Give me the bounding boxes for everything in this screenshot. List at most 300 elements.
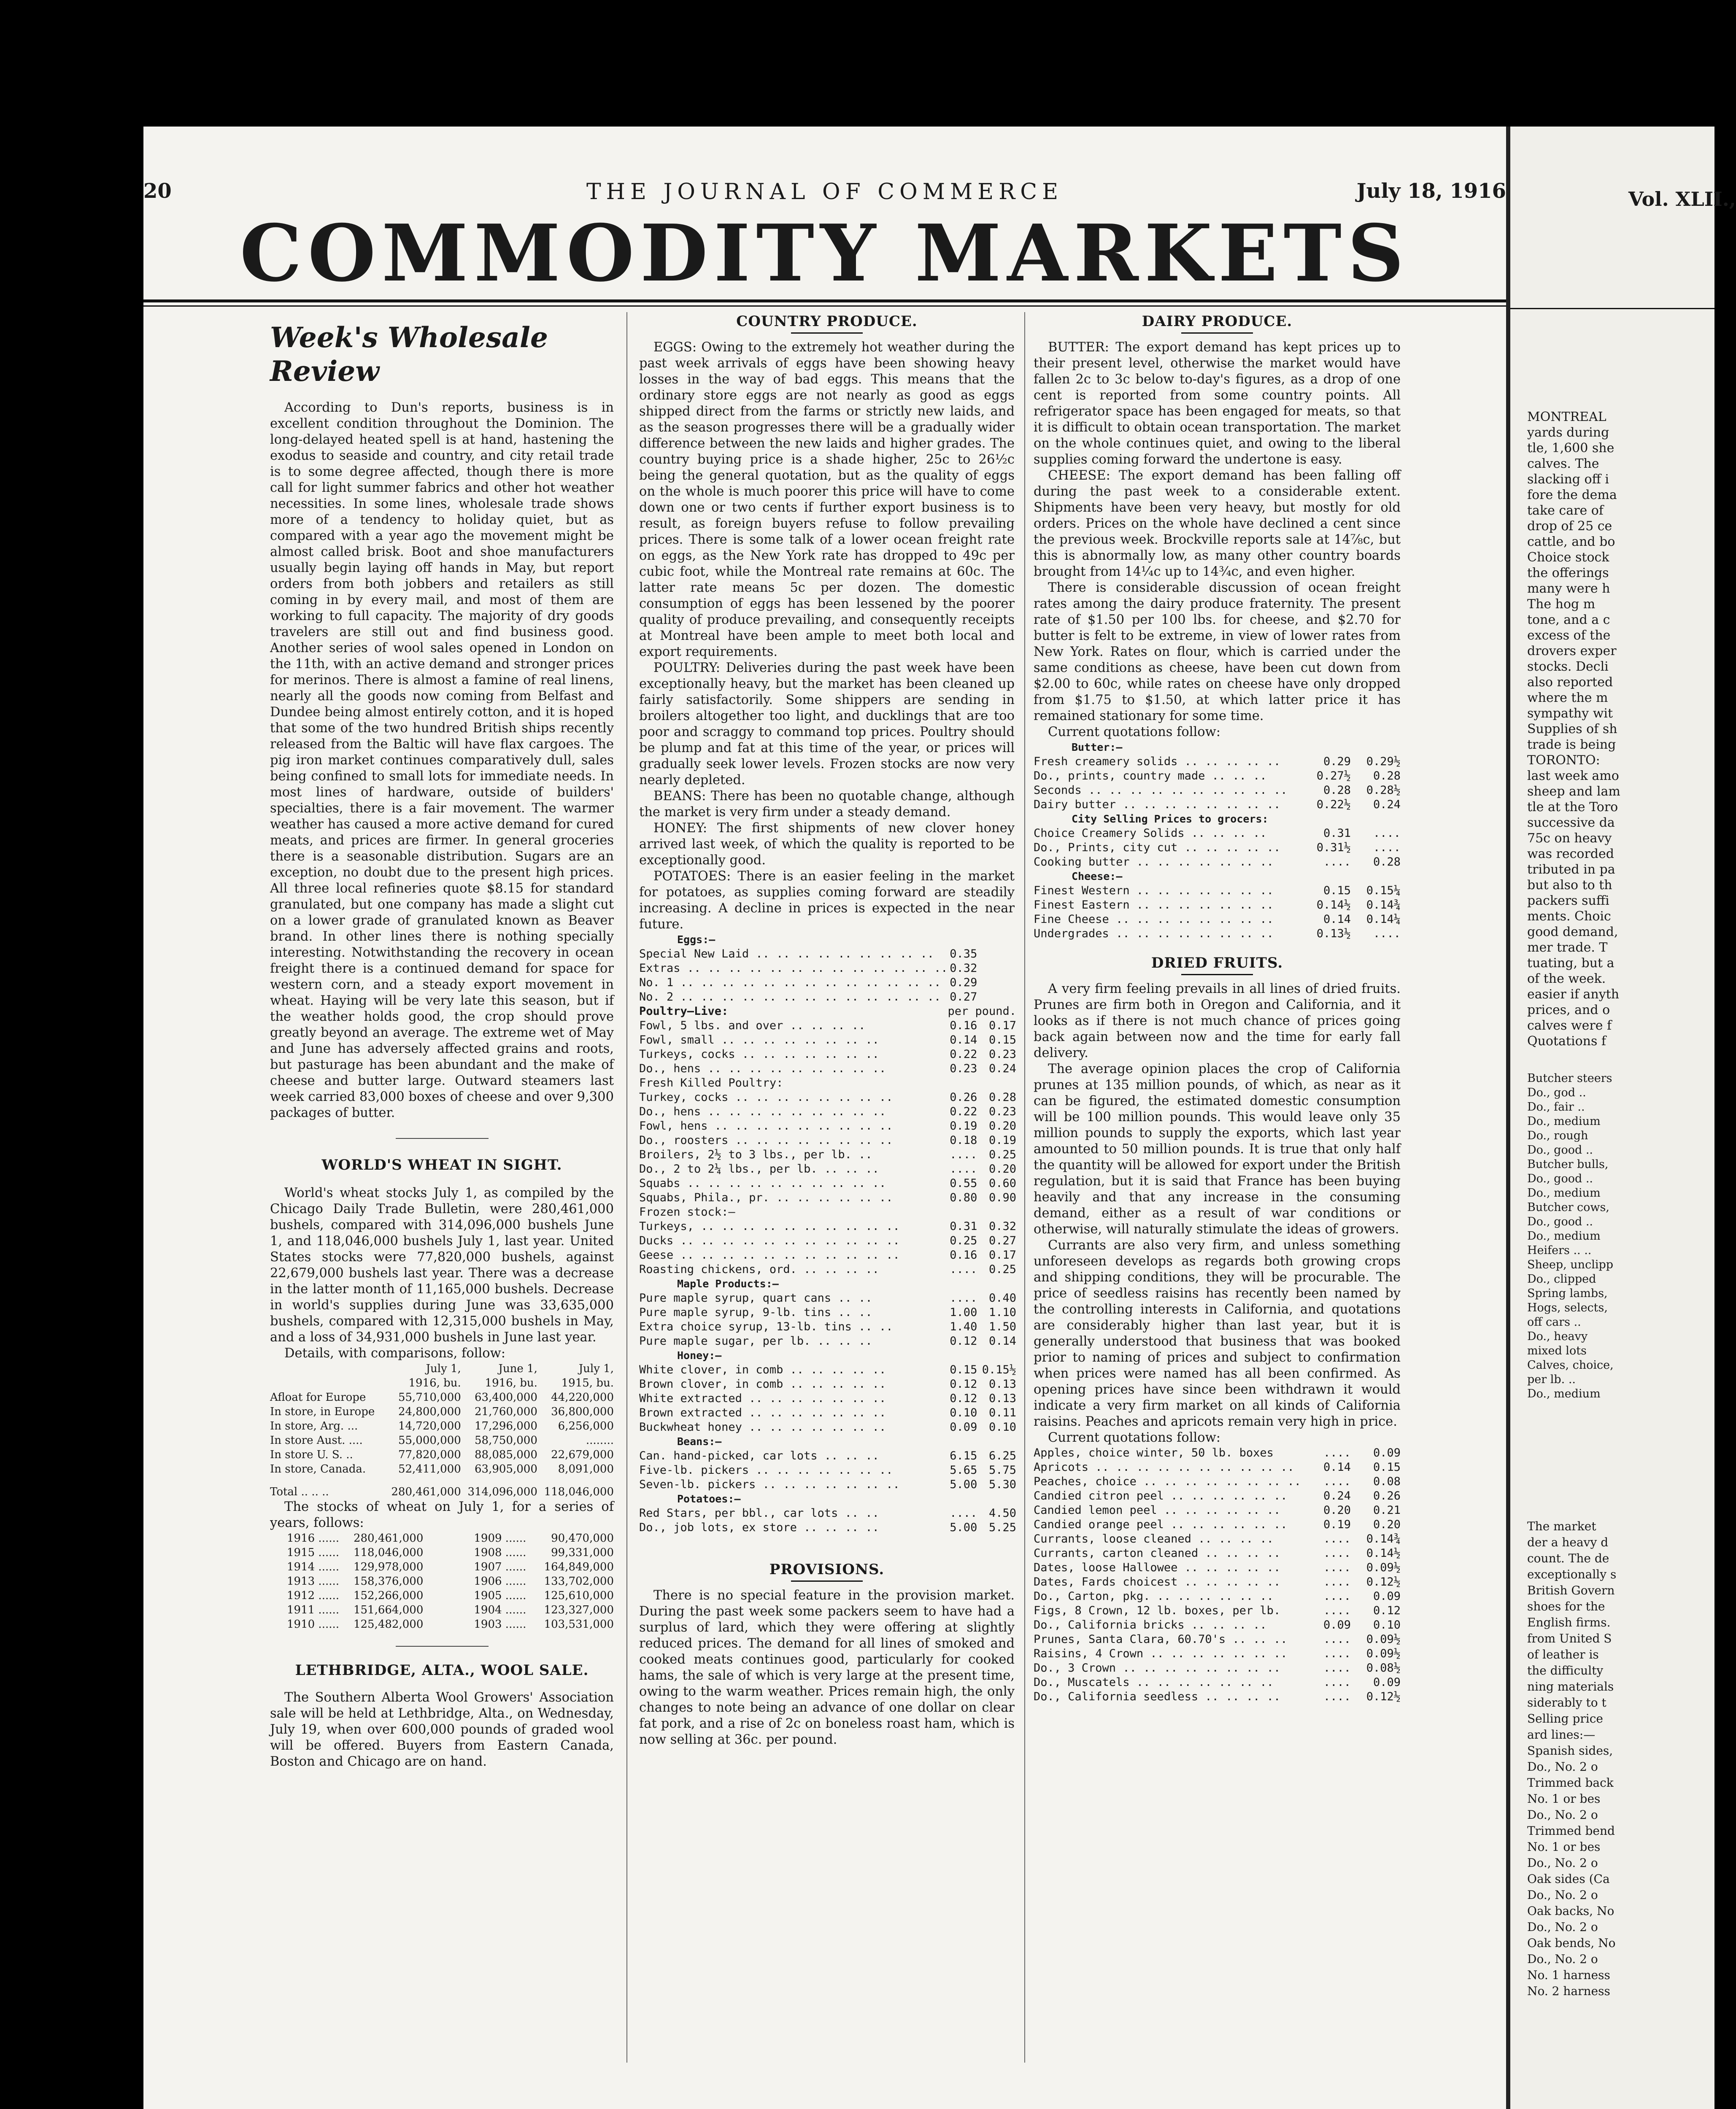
quote-high: 0.14¼ — [1366, 913, 1401, 926]
fragment-line: ments. Choic — [1527, 909, 1611, 924]
quote-high: 0.23 — [989, 1048, 1017, 1061]
quote-row — [639, 1076, 1016, 1090]
quote-high: 0.09½ — [1366, 1633, 1401, 1646]
quote-low: 0.24 — [1323, 1489, 1351, 1502]
quote-row — [639, 1105, 1016, 1119]
potatoes-text: POTATOES: There is an easier feeling in the market for potatoes, as supplies coming forward are steadily increasing. A decline in prices is expected in the near future. — [639, 869, 1015, 932]
quote-label: Do., prints, country made .. .. .. — [1034, 769, 1267, 782]
quote-label: Choice Creamery Solids .. .. .. .. — [1034, 827, 1267, 840]
quote-label: Do., California bricks .. .. .. .. — [1034, 1618, 1267, 1632]
table-cell: 90,470,000 — [551, 1532, 614, 1545]
quote-row — [1034, 855, 1401, 869]
quote-high: 0.15 — [1373, 1461, 1401, 1474]
fragment-line: many were h — [1527, 581, 1610, 596]
quote-row — [639, 1392, 1016, 1406]
next-page-rule — [1510, 308, 1714, 309]
quote-high: 0.08 — [1373, 1475, 1401, 1488]
quote-label: Ducks .. .. .. .. .. .. .. .. .. .. .. — [639, 1234, 900, 1247]
quote-high: 0.09 — [1373, 1676, 1401, 1689]
fragment-line: Spring lambs, — [1527, 1287, 1608, 1300]
quote-row — [639, 976, 1016, 990]
quote-label: Raisins, 4 Crown .. .. .. .. .. .. .. — [1034, 1647, 1288, 1660]
quote-low: 0.15 — [1323, 884, 1351, 897]
fragment-line: No. 2 harness — [1527, 1984, 1610, 1998]
fragment-line: Do., fair .. — [1527, 1100, 1585, 1114]
fragment-line: take care of — [1527, 503, 1604, 518]
fragment-line: Do., medium — [1527, 1115, 1601, 1128]
table-row — [270, 1588, 614, 1603]
fragment-line: sympathy wit — [1527, 706, 1613, 721]
fragment-line: packers suffi — [1527, 893, 1609, 908]
quote-low: .... — [950, 1263, 977, 1276]
quote-high: 0.40 — [989, 1292, 1017, 1305]
quote-label: Fowl, small .. .. .. .. .. .. .. .. — [639, 1033, 879, 1046]
quote-high — [977, 990, 1016, 1004]
quote-high: 0.10 — [989, 1421, 1017, 1434]
quote-row — [639, 1047, 1016, 1062]
column-rule — [626, 312, 627, 2063]
quote-high: .... — [1373, 827, 1401, 840]
quote-label: Finest Eastern .. .. .. .. .. .. .. — [1034, 898, 1274, 912]
quote-label: Brown extracted .. .. .. .. .. .. .. — [639, 1406, 886, 1419]
fragment-line: Sheep, unclipp — [1527, 1258, 1614, 1271]
table-cell: 88,085,000 — [475, 1448, 537, 1461]
quote-label: Figs, 8 Crown, 12 lb. boxes, per lb. — [1034, 1604, 1281, 1617]
quote-low: .... — [950, 1507, 977, 1520]
table-cell: 1916, bu. — [485, 1377, 537, 1389]
quote-high: 6.25 — [989, 1449, 1017, 1462]
quote-low: 1.00 — [950, 1306, 977, 1319]
table-cell: 1908 ...... — [474, 1546, 526, 1559]
quote-row — [639, 990, 1016, 1004]
cheese-text: CHEESE: The export demand has been falling off during the past week to a considerable extent. Shipments have been very heavy, but mostly for old orders. Prices on the whole have declined a cent since the previous week. Brockville reports sale at 14⅞c, but this is abnormally low, as many other country boards brought from 14¼c up to 14¾c, and even higher. — [1034, 468, 1401, 579]
quote-label: White clover, in comb .. .. .. .. .. — [639, 1363, 886, 1376]
dried-text-2: The average opinion places the crop of California prunes at 135 million pounds, of which, as near as it can be figured, the estimated domestic consumption will be 100 million pounds. This would leave only 35 million pounds to supply the exports, which last year amounted to 50 million pounds. It is true that only half the quantity will be allowed for export under the British regulation, but it is said that France has been buying heavily and that any increase in the consuming demand, either as a result of war conditions or otherwise, will naturally stimulate the ideas of growers. — [1034, 1062, 1401, 1237]
quote-low: 0.09 — [1323, 1618, 1351, 1632]
quote-low: .... — [1323, 1547, 1351, 1560]
quote-row — [639, 1219, 1016, 1234]
table-cell: 118,046,000 — [544, 1486, 614, 1498]
quote-low: 0.09 — [950, 1421, 977, 1434]
table-cell: 1909 ...... — [474, 1532, 526, 1545]
quote-row — [639, 1205, 1016, 1219]
fragment-line: ard lines:— — [1527, 1728, 1596, 1742]
title-underline — [791, 1580, 863, 1582]
quote-subheading: Eggs:— — [677, 933, 715, 946]
quote-low: 0.14 — [950, 1033, 977, 1046]
table-cell: 280,461,000 — [353, 1532, 424, 1545]
beans-text: BEANS: There has been no quotable change, although the market is very firm under a steady demand. — [639, 789, 1015, 820]
table-cell: 280,461,000 — [391, 1486, 461, 1498]
quote-low: 5.65 — [950, 1464, 977, 1477]
fragment-line: drovers exper — [1527, 644, 1617, 658]
table-cell: 103,531,000 — [544, 1618, 614, 1631]
quote-label: Special New Laid .. .. .. .. .. .. .. .. .. — [639, 947, 934, 960]
quote-label: Extras .. .. .. .. .. .. .. .. .. .. .. .. .. — [639, 962, 948, 975]
quote-subheading: Cheese:— — [1072, 870, 1123, 882]
quote-row — [639, 1162, 1016, 1176]
fragment-line: successive da — [1527, 815, 1615, 830]
table-cell: 1903 ...... — [474, 1618, 526, 1631]
quote-low: 0.27½ — [1316, 769, 1351, 782]
butter-text: BUTTER: The export demand has kept prices up to their present level, otherwise the market would have fallen 2c to 3c below to-day's figures, as a drop of one cent is reported from some country points. All refrigerator space has been engaged for meats, so that it is difficult to obtain ocean transportation. The market on the whole continues quiet, and owing to the liberal supplies coming forward the undertone is easy. — [1034, 340, 1401, 467]
fragment-line: Trimmed back — [1527, 1776, 1614, 1790]
provisions-text: There is no special feature in the provision market. During the past week some packers seem to have had a surplus of lard, which they were offering at slightly reduced prices. The demand for all lines of smoked and cooked meats continues good, particularly for cooked hams, the sale of which is very large at the present time, owing to the warm weather. Prices remain high, the only changes to note being an advance of one dollar on clear fat pork, and a rise of 2c on boneless roast ham, which is now selling at 36c. per pound. — [639, 1588, 1015, 1747]
quote-row — [1034, 927, 1401, 941]
quote-low: 0.16 — [950, 1249, 977, 1262]
wheat-table — [270, 1362, 614, 1499]
separator — [396, 1646, 489, 1647]
quote-label: Candied orange peel .. .. .. .. .. .. — [1034, 1518, 1288, 1531]
quote-low: 0.22½ — [1316, 798, 1351, 811]
table-row — [270, 1617, 614, 1632]
quote-low: 0.12 — [950, 1392, 977, 1405]
quote-high: 0.10 — [1373, 1618, 1401, 1632]
quote-high: 0.09 — [1373, 1590, 1401, 1603]
fragment-line: Hogs, selects, — [1527, 1301, 1608, 1314]
quote-label: Candied lemon peel .. .. .. .. .. .. — [1034, 1504, 1281, 1517]
quote-high: 0.24 — [989, 1062, 1017, 1075]
separator — [396, 1138, 489, 1139]
quote-high: 0.28 — [989, 1091, 1017, 1104]
quote-label: Fowl, hens .. .. .. .. .. .. .. .. .. — [639, 1119, 893, 1133]
fragment-line: Do., No. 2 o — [1527, 1920, 1598, 1934]
quote-high: 0.08½ — [1366, 1661, 1401, 1675]
quote-high — [977, 947, 1016, 961]
quote-label: Do., hens .. .. .. .. .. .. .. .. .. — [639, 1062, 886, 1075]
table-cell: 52,411,000 — [398, 1463, 461, 1475]
quote-label: Peaches, choice .. .. .. .. .. .. .. .. — [1034, 1475, 1301, 1488]
quote-row — [639, 1133, 1016, 1148]
quote-label: Fine Cheese .. .. .. .. .. .. .. .. — [1034, 913, 1274, 926]
fragment-line: but also to th — [1527, 878, 1612, 893]
fragment-line: per lb. .. — [1527, 1373, 1576, 1386]
fragment-line: ning materials — [1527, 1680, 1614, 1694]
fragment-line: der a heavy d — [1527, 1535, 1609, 1549]
quote-high: 0.25 — [989, 1263, 1017, 1276]
quote-row — [1034, 1503, 1401, 1518]
quote-row — [639, 961, 1016, 976]
table-row — [270, 1448, 614, 1462]
fragment-line: yards during — [1527, 425, 1609, 440]
quote-label: Prunes, Santa Clara, 60.70's .. .. .. — [1034, 1633, 1288, 1646]
table-row — [270, 1462, 614, 1476]
quote-label: Turkey, cocks .. .. .. .. .. .. .. .. — [639, 1091, 893, 1104]
quote-subheading: Maple Products:— — [677, 1278, 779, 1290]
fragment-line: Selling price — [1527, 1712, 1603, 1726]
table-cell: 63,400,000 — [475, 1391, 537, 1404]
page-header — [143, 179, 1506, 209]
quote-low: .... — [1323, 1446, 1351, 1459]
table-cell: 123,327,000 — [544, 1604, 614, 1616]
table-cell: 58,750,000 — [475, 1434, 537, 1447]
fragment-line: cattle, and bo — [1527, 534, 1615, 549]
quote-high — [977, 961, 1016, 976]
table-cell: In store, Canada. — [270, 1463, 366, 1475]
table-cell: 151,664,000 — [353, 1604, 424, 1616]
fragment-line: Spanish sides, — [1527, 1744, 1613, 1758]
quote-row — [639, 1406, 1016, 1420]
quote-high: 0.15¼ — [1366, 884, 1401, 897]
quote-label: Do., roosters .. .. .. .. .. .. .. .. — [639, 1134, 893, 1147]
fragment-line: Do., medium — [1527, 1230, 1601, 1243]
table-cell: 125,610,000 — [544, 1589, 614, 1602]
table-cell: 1913 ...... — [287, 1575, 340, 1588]
table-cell: 1912 ...... — [287, 1589, 340, 1602]
fragment-line: No. 1 or bes — [1527, 1840, 1601, 1854]
wheat-years-table — [270, 1531, 614, 1632]
wheat-details: Details, with comparisons, follow: — [284, 1346, 505, 1361]
quote-label: Seconds .. .. .. .. .. .. .. .. .. .. — [1034, 784, 1288, 797]
quote-label: Do., 2 to 2¼ lbs., per lb. .. .. .. — [639, 1162, 879, 1176]
table-row — [270, 1405, 614, 1419]
table-cell: In store, Arg. ... — [270, 1420, 358, 1432]
fragment-line: stocks. Decli — [1527, 659, 1609, 674]
quote-row — [1034, 1632, 1401, 1647]
quote-label: Broilers, 2½ to 3 lbs., per lb. .. — [639, 1148, 872, 1161]
quote-high: 5.75 — [989, 1464, 1017, 1477]
fragment-line: Do., No. 2 o — [1527, 1856, 1598, 1870]
quote-low: .... — [1323, 1532, 1351, 1545]
freight-text: There is considerable discussion of ocean freight rates among the dairy produce fraternity. The present rate of $1.50 per 100 lbs. for cheese, and $2.70 for butter is felt to be extreme, in view of lower rates from New York. Rates on flour, which is carried under the same conditions as cheese, have been cut down from $2.00 to 60c, while rates on cheese have only dropped from $1.75 to $1.50, at which latter price it has remained stationary for some time. — [1034, 580, 1401, 723]
table-cell: In store Aust. .... — [270, 1434, 363, 1447]
quote-row — [639, 1449, 1016, 1463]
quote-low: 0.15 — [950, 1363, 977, 1376]
quote-row — [639, 1191, 1016, 1205]
quote-label: Five-lb. pickers .. .. .. .. .. .. .. — [639, 1464, 893, 1477]
wholesale-review-text: According to Dun's reports, business is in excellent condition throughout the Dominion. The long-delayed heated spell is at hand, hastening the exodus to seaside and country, and city retail trade is to some degree affected, though there is more call for light summer fabrics and other hot weather necessities. In some lines, wholesale trade shows more of a tendency to holiday quiet, but as compared with a year ago the movement might be almost called brisk. Boot and shoe manufacturers usually begin laying off hands in May, but report orders from both jobbers and retailers as still coming in by every mail, and most of them are working to full capacity. The majority of dry goods travelers are still out and find business good. Another series of wool sales opened in London on the 11th, with an active demand and stronger prices for merinos. There is almost a famine of real linens, nearly all the goods now coming from Belfast and Dundee being almost entirely cotton, and it is hoped that some of the two hundred British ships recently released from the Baltic will have flax cargoes. The pig iron market continues comparatively dull, sales being confined to small lots for immediate needs. In most lines of hardware, outside of builders' specialties, there is a fair movement. The warmer weather has caused a more active demand for cured meats, and prices are firmer. In general groceries there is a seasonable distribution. Sugars are an exception, no doubt due to the present high prices. All three local refineries quote $8.15 for standard granulated, but one company has made a slight cut on a lower grade of granulated known as Beaver brand. In other lines there is nothing specially interesting. Notwithstanding the recovery in ocean freight there is a continued demand for space for western corn, and a steady export movement in wheat. Haying will be very late this season, but if the weather holds good, the crop should prove greatly beyond an average. The extreme wet of May and June has adversely affected grains and roots, but pasturage has been abundant and the make of cheese and butter large. Outward steamers last week carried 83,000 boxes of cheese and over 9,300 packages of butter. — [270, 400, 614, 1120]
quote-high — [977, 976, 1016, 990]
table-cell: In store U. S. .. — [270, 1448, 353, 1461]
table-cell: 22,679,000 — [551, 1448, 614, 1461]
fragment-line: Do., rough — [1527, 1129, 1588, 1142]
table-cell: 55,710,000 — [398, 1391, 461, 1404]
table-cell: June 1, — [498, 1362, 537, 1375]
quote-row — [639, 1148, 1016, 1162]
quote-low: 0.16 — [950, 1019, 977, 1032]
quote-label: Geese .. .. .. .. .. .. .. .. .. .. .. — [639, 1249, 900, 1262]
fragment-line: The market — [1527, 1519, 1596, 1533]
quote-row — [1034, 884, 1401, 898]
quote-low: 5.00 — [950, 1521, 977, 1534]
quote-low: 0.25 — [950, 1234, 977, 1247]
quote-label: Finest Western .. .. .. .. .. .. .. — [1034, 884, 1274, 897]
table-cell: 24,800,000 — [398, 1405, 461, 1418]
title-underline — [1181, 332, 1253, 334]
fragment-line: slacking off i — [1527, 472, 1609, 487]
quote-low: .... — [1323, 1475, 1351, 1488]
quote-low: 0.23 — [950, 1062, 977, 1075]
quote-high: 0.11 — [989, 1406, 1017, 1419]
table-cell — [270, 1376, 385, 1390]
fragment-line: Do., No. 2 o — [1527, 1760, 1598, 1774]
quote-label: Do., California seedless .. .. .. .. — [1034, 1690, 1281, 1703]
quote-low: .... — [1323, 1633, 1351, 1646]
table-cell: 1915, bu. — [561, 1377, 614, 1389]
quote-low: .... — [950, 1292, 977, 1305]
fragment-line: Heifers .. .. — [1527, 1244, 1592, 1257]
table-cell: 125,482,000 — [353, 1618, 424, 1631]
quote-row — [1034, 812, 1401, 826]
table-cell: ........ — [586, 1434, 614, 1447]
quote-high: 0.14¾ — [1366, 898, 1401, 912]
quote-row — [639, 933, 1016, 947]
masthead-rule — [143, 299, 1506, 302]
quote-label: Dates, loose Hallowee .. .. .. .. .. — [1034, 1561, 1281, 1574]
fragment-line: Oak sides (Ca — [1527, 1872, 1610, 1886]
quote-low: 0.12 — [950, 1378, 977, 1391]
quote-row — [639, 1262, 1016, 1277]
fragment-line: English firms. — [1527, 1615, 1611, 1629]
fragment-line: Do., medium — [1527, 1187, 1601, 1200]
fragment-line: Butcher steers — [1527, 1072, 1612, 1085]
quote-high: 0.17 — [989, 1249, 1017, 1262]
quote-high: 0.28½ — [1366, 784, 1401, 797]
quote-low: 0.22 — [950, 1105, 977, 1118]
table-cell: 1916 ...... — [287, 1532, 340, 1545]
dried-fruit-quotes — [1034, 1446, 1401, 1704]
fragment-line: mer trade. T — [1527, 940, 1608, 955]
quote-row — [1034, 1518, 1401, 1532]
table-cell: 152,266,000 — [353, 1589, 424, 1602]
table-cell: 133,702,000 — [544, 1575, 614, 1588]
quote-high: .... — [1373, 927, 1401, 940]
fragment-line: drop of 25 ce — [1527, 519, 1612, 534]
table-row — [270, 1603, 614, 1617]
quote-low: 5.00 — [950, 1478, 977, 1491]
table-cell: 36,800,000 — [551, 1405, 614, 1418]
wheat-text: World's wheat stocks July 1, as compiled by the Chicago Daily Trade Bulletin, were 280,461,000 bushels, compared with 314,096,000 bushels June 1, and 118,046,000 bushels July 1, last year. United States stocks were 77,820,000 bushels, against 22,679,000 bushels last year. There was a decrease in the latter month of 11,165,000 bushels. Decrease in world's supplies during June was 33,635,000 bushels, compared with 12,315,000 bushels in May, and a loss of 34,931,000 bushels in June last year. — [270, 1186, 614, 1345]
quote-row — [1034, 1604, 1401, 1618]
fragment-line: off cars .. — [1527, 1316, 1581, 1329]
quote-high: 0.27 — [989, 1234, 1017, 1247]
quote-label: Do., Prints, city cut .. .. .. .. .. — [1034, 841, 1281, 854]
quote-row — [639, 1305, 1016, 1320]
table-row — [270, 1362, 614, 1376]
quote-low: 0.12 — [950, 1335, 977, 1348]
quote-row — [1034, 869, 1401, 884]
fragment-line: Do., good .. — [1527, 1172, 1593, 1185]
quote-subheading: Potatoes:— — [677, 1493, 741, 1505]
quote-label: Brown clover, in comb .. .. .. .. .. — [639, 1378, 886, 1391]
quote-high: 0.28 — [1373, 769, 1401, 782]
wholesale-review-title: Week's Wholesale Review — [270, 321, 548, 388]
quote-high: 5.25 — [989, 1521, 1017, 1534]
fragment-line: of leather is — [1527, 1648, 1599, 1661]
quote-low: 0.13½ — [1316, 927, 1351, 940]
fragment-line: was recorded — [1527, 847, 1614, 861]
table-cell: 8,091,000 — [558, 1463, 614, 1475]
quote-row — [1034, 755, 1401, 769]
fragment-line: fore the dema — [1527, 488, 1617, 502]
fragment-line: The hog m — [1527, 597, 1596, 612]
quote-low: .... — [1323, 855, 1351, 868]
fragment-line: shoes for the — [1527, 1599, 1605, 1613]
table-row — [270, 1574, 614, 1588]
quote-low: 1.40 — [950, 1320, 977, 1333]
quote-high: 0.20 — [989, 1119, 1017, 1133]
table-cell: In store, in Europe — [270, 1405, 375, 1418]
fragment-line: Do., No. 2 o — [1527, 1808, 1598, 1822]
quote-label: Do., job lots, ex store .. .. .. .. — [639, 1521, 879, 1534]
fragment-line: tle, 1,600 she — [1527, 441, 1615, 456]
quote-row — [639, 1363, 1016, 1377]
dairy-quotes — [1034, 740, 1401, 941]
wool-title: LETHBRIDGE, ALTA., WOOL SALE. — [295, 1662, 589, 1679]
quote-low: .... — [1323, 1590, 1351, 1603]
quote-low: 0.28 — [1323, 784, 1351, 797]
fragment-line: prices, and o — [1527, 1003, 1610, 1017]
wheat-title: WORLD'S WHEAT IN SIGHT. — [321, 1157, 562, 1173]
quote-row — [1034, 783, 1401, 798]
quote-row — [639, 1478, 1016, 1492]
quote-low: 0.29 — [950, 976, 977, 989]
journal-title: THE JOURNAL OF COMMERCE — [586, 179, 1064, 205]
quote-label: No. 1 .. .. .. .. .. .. .. .. .. .. .. .. .. — [639, 976, 941, 989]
fragment-line: Trimmed bend — [1527, 1824, 1615, 1838]
next-page-volume: Vol. XLII., — [1628, 188, 1736, 210]
table-row — [270, 1376, 614, 1390]
quote-label: Do., hens .. .. .. .. .. .. .. .. .. — [639, 1105, 886, 1118]
quote-high: 0.13 — [989, 1392, 1017, 1405]
quote-label: Do., 3 Crown .. .. .. .. .. .. .. .. — [1034, 1661, 1281, 1675]
quote-row — [639, 1463, 1016, 1478]
table-cell: July 1, — [578, 1362, 614, 1375]
fragment-line: Butcher bulls, — [1527, 1158, 1609, 1171]
quote-subheading: Poultry—Live: — [639, 1005, 729, 1018]
quote-subheading: Butter:— — [1072, 741, 1123, 753]
quote-unit: per pound. — [948, 1005, 1017, 1018]
quote-low: 0.31 — [950, 1220, 977, 1233]
quote-low: .... — [1323, 1676, 1351, 1689]
table-cell: Afloat for Europe — [270, 1391, 366, 1404]
quote-row — [1034, 1546, 1401, 1561]
table-cell: 118,046,000 — [353, 1546, 424, 1559]
quote-row — [1034, 1475, 1401, 1489]
quote-label: Pure maple sugar, per lb. .. .. .. — [639, 1335, 872, 1348]
quote-low: 0.14 — [1323, 1461, 1351, 1474]
quote-row — [1034, 912, 1401, 927]
title-underline — [791, 332, 863, 334]
quotes-intro: Current quotations follow: — [1048, 725, 1221, 739]
quote-row — [639, 1334, 1016, 1348]
quote-row — [639, 1234, 1016, 1248]
quote-label: Fowl, 5 lbs. and over .. .. .. .. — [639, 1019, 866, 1032]
quote-low: 6.15 — [950, 1449, 977, 1462]
quote-low: 0.18 — [950, 1134, 977, 1147]
table-cell: 314,096,000 — [467, 1486, 537, 1498]
fragment-line: Do., clipped — [1527, 1273, 1596, 1286]
quote-low: 0.29 — [1323, 755, 1351, 768]
fragment-line: tributed in pa — [1527, 862, 1615, 877]
honey-text: HONEY: The first shipments of new clover honey arrived last week, of which the quality is reported to be exceptionally good. — [639, 821, 1015, 868]
quote-high: 0.15½ — [982, 1363, 1017, 1376]
quote-row — [1034, 841, 1401, 855]
country-produce-quotes — [639, 933, 1016, 1535]
quote-row — [1034, 1489, 1401, 1503]
wool-text: The Southern Alberta Wool Growers' Association sale will be held at Lethbridge, Alta., on Wednesday, July 19, when over 600,000 pounds of graded wool will be offered. Buyers from Eastern Canada, Boston and Chicago are on hand. — [270, 1690, 614, 1769]
quote-high: 0.24 — [1373, 798, 1401, 811]
table-row — [270, 1560, 614, 1574]
fragment-line: calves. The — [1527, 456, 1599, 471]
quote-low: 0.20 — [1323, 1504, 1351, 1517]
fragment-line: Butcher cows, — [1527, 1201, 1609, 1214]
quote-low: 0.10 — [950, 1406, 977, 1419]
quote-label: Pure maple syrup, 9-lb. tins .. .. — [639, 1306, 872, 1319]
eggs-text: EGGS: Owing to the extremely hot weather during the past week arrivals of eggs have been showing heavy losses in the way of bad eggs. This means that the ordinary store eggs are not nearly as good as eggs shipped direct from the farms or strictly new laids, and as the season progresses there will be a gradually wider difference between the new laids and higher grades. The country buying price is a shade higher, 25c to 26½c being the general quotation, but as the quality of eggs on the whole is much poorer this price will have to come down one or two cents if further export business is to result, as foreign buyers refuse to follow prevailing prices. There is some talk of a lower ocean freight rate on eggs, as the New York rate has dropped to 49c per cubic foot, while the Montreal rate remains at 60c. The latter rate means 5c per dozen. The domestic consumption of eggs has been lessened by the poorer quality of produce prevailing, and consequently receipts at Montreal have been ample to meet both local and export requirements. — [639, 340, 1015, 659]
table-cell: 55,000,000 — [398, 1434, 461, 1447]
quote-high: 0.21 — [1373, 1504, 1401, 1517]
